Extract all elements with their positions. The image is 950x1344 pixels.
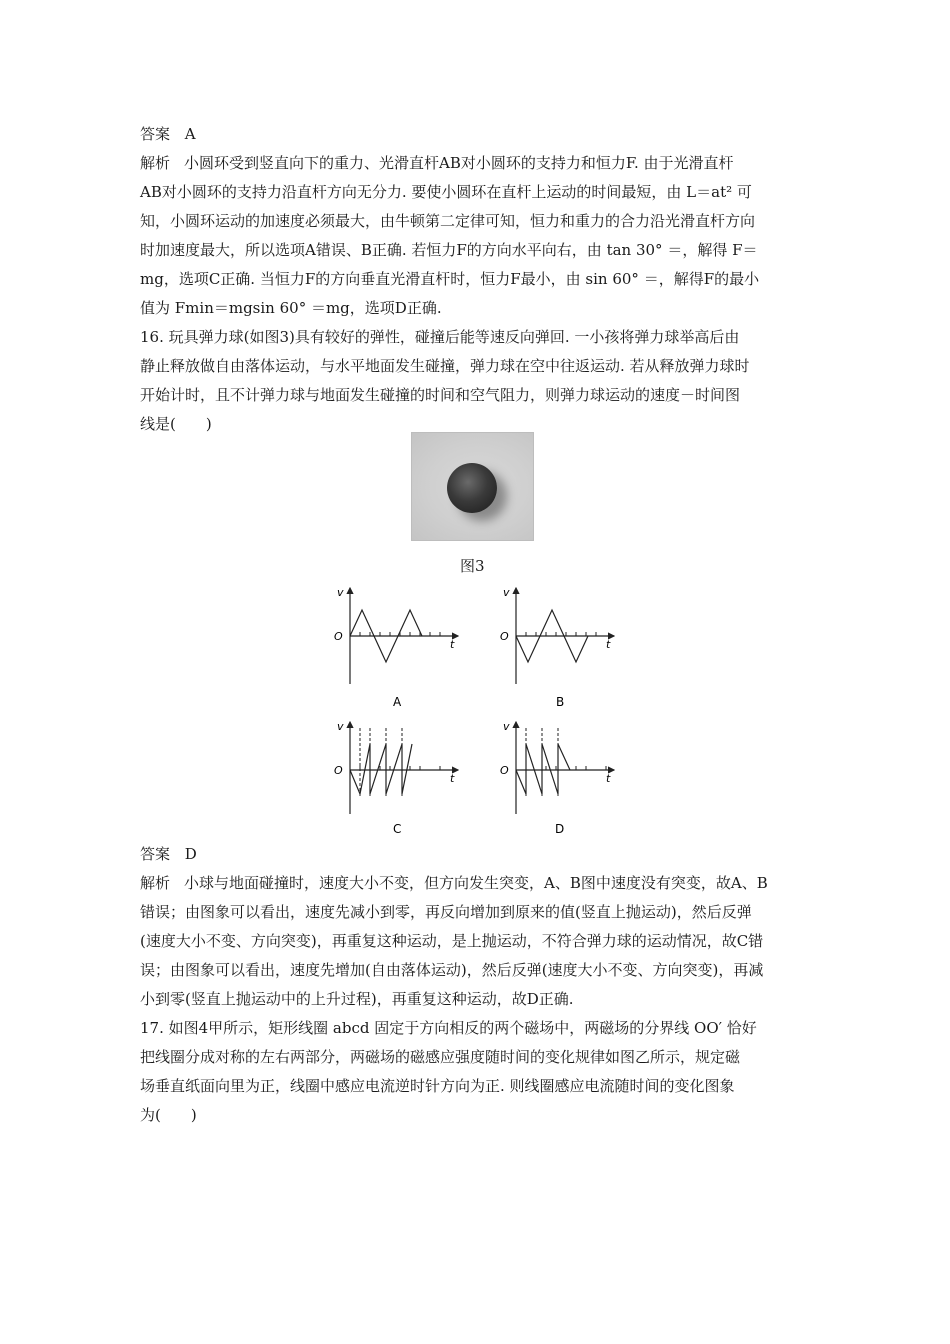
analysis-line: 时加速度最大，所以选项A错误、B正确. 若恒力F的方向水平向右，由 tan 30° ＝，解得 F＝ bbox=[140, 241, 758, 259]
v-axis-label: v bbox=[337, 586, 344, 599]
question-line: 开始计时，且不计弹力球与地面发生碰撞的时间和空气阻力，则弹力球运动的速度－时间图 bbox=[140, 386, 741, 404]
question-line: 线是( ) bbox=[140, 415, 212, 433]
analysis-line: 小球与地面碰撞时，速度大小不变，但方向发生突变，A、B图中速度没有突变，故A、B bbox=[184, 874, 768, 892]
origin-label: O bbox=[500, 764, 509, 777]
graph-b bbox=[516, 588, 614, 684]
question-line: 场垂直纸面向里为正，线圈中感应电流逆时针方向为正. 则线圈感应电流随时间的变化图象 bbox=[140, 1077, 735, 1095]
graph-c bbox=[350, 722, 458, 814]
vt-graph-options bbox=[330, 582, 630, 842]
analysis-line: 知，小圆环运动的加速度必须最大，由牛顿第二定律可知，恒力和重力的合力沿光滑直杆方向 bbox=[140, 212, 756, 230]
origin-label: O bbox=[334, 764, 343, 777]
answer-value: D bbox=[184, 845, 197, 863]
question-line: 为( ) bbox=[140, 1106, 197, 1124]
option-d-label: D bbox=[555, 822, 565, 836]
v-axis-label: v bbox=[503, 586, 510, 599]
graph-d-curve bbox=[516, 744, 570, 794]
question-16 bbox=[140, 323, 816, 439]
question-line: 17. 如图4甲所示，矩形线圈 abcd 固定于方向相反的两个磁场中，两磁场的分界线 OO′ 恰好 bbox=[140, 1019, 757, 1037]
origin-label: O bbox=[500, 630, 509, 643]
analysis-line: 小圆环受到竖直向下的重力、光滑直杆AB对小圆环的支持力和恒力F. 由于光滑直杆 bbox=[184, 154, 734, 172]
t-axis-label: t bbox=[606, 772, 611, 785]
bouncing-ball-photo bbox=[411, 432, 534, 541]
graph-d bbox=[516, 722, 614, 814]
option-c-label: C bbox=[393, 822, 402, 836]
q16-answer bbox=[140, 840, 816, 869]
v-axis-label: v bbox=[503, 720, 510, 733]
question-17 bbox=[140, 1014, 816, 1130]
t-axis-label: t bbox=[450, 772, 455, 785]
v-axis-label: v bbox=[337, 720, 344, 733]
analysis-line: mg，选项C正确. 当恒力F的方向垂直光滑直杆时，恒力F最小，由 sin 60° ＝，解得F的最小 bbox=[140, 270, 760, 288]
analysis-line: (速度大小不变、方向突变)，再重复这种运动，是上抛运动，不符合弹力球的运动情况，故C错 bbox=[140, 932, 764, 950]
origin-label: O bbox=[334, 630, 343, 643]
answer-label: 答案 bbox=[140, 125, 171, 143]
option-b-label: B bbox=[556, 695, 565, 709]
analysis-line: 误；由图象可以看出，速度先增加(自由落体运动)，然后反弹(速度大小不变、方向突变)，再减 bbox=[140, 961, 764, 979]
option-a-label: A bbox=[393, 695, 402, 709]
q15-analysis bbox=[140, 149, 816, 323]
figure-3-caption: 图3 bbox=[460, 557, 485, 575]
analysis-line: 错误；由图象可以看出，速度先减小到零，再反向增加到原来的值(竖直上抛运动)，然后反弹 bbox=[140, 903, 752, 921]
graph-c-curve bbox=[350, 744, 412, 794]
t-axis-label: t bbox=[606, 638, 611, 651]
analysis-label: 解析 bbox=[140, 154, 171, 172]
analysis-line: AB对小圆环的支持力沿直杆方向无分力. 要使小圆环在直杆上运动的时间最短，由 L＝at² 可 bbox=[140, 183, 752, 201]
question-line: 把线圈分成对称的左右两部分，两磁场的磁感应强度随时间的变化规律如图乙所示，规定磁 bbox=[140, 1048, 741, 1066]
analysis-line: 值为 Fmin＝mgsin 60° ＝mg，选项D正确. bbox=[140, 299, 442, 317]
question-line: 静止释放做自由落体运动，与水平地面发生碰撞，弹力球在空中往返运动. 若从释放弹力球时 bbox=[140, 357, 750, 375]
q16-analysis bbox=[140, 869, 816, 1014]
answer-label: 答案 bbox=[140, 845, 171, 863]
ball-image bbox=[447, 463, 497, 513]
analysis-line: 小到零(竖直上抛运动中的上升过程)，再重复这种运动，故D正确. bbox=[140, 990, 574, 1008]
t-axis-label: t bbox=[450, 638, 455, 651]
question-line: 16. 玩具弹力球(如图3)具有较好的弹性，碰撞后能等速反向弹回. 一小孩将弹力球举高后由 bbox=[140, 328, 740, 346]
analysis-label: 解析 bbox=[140, 874, 171, 892]
answer-value: A bbox=[184, 125, 196, 143]
graph-a bbox=[350, 588, 458, 684]
q15-answer bbox=[140, 120, 816, 149]
